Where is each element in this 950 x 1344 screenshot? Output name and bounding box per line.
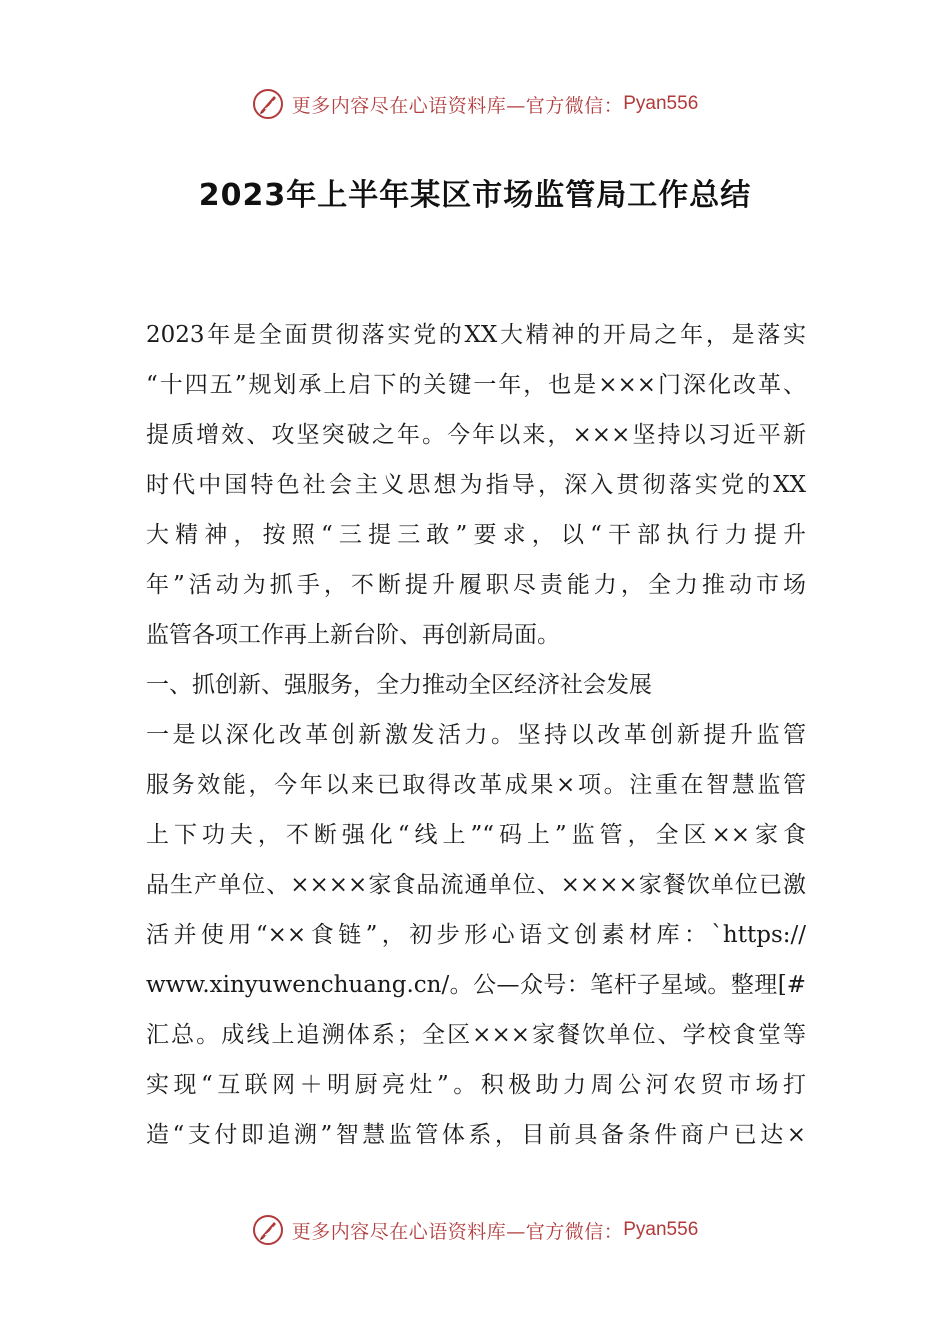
text-line: www.xinyuwenchuang.cn/。公—众号：笔杆子星域。整理[# bbox=[146, 972, 806, 998]
text-line: 一是以深化改革创新激发活力。坚持以改革创新提升监管 bbox=[146, 722, 806, 748]
banner-wechat-id: Pyan556 bbox=[623, 93, 699, 114]
section-heading: 一、抓创新、强服务，全力推动全区经济社会发展 bbox=[146, 672, 652, 698]
text-line: 汇总。成线上追溯体系；全区×××家餐饮单位、学校食堂等 bbox=[146, 1022, 806, 1048]
quill-logo-icon bbox=[252, 88, 284, 120]
text-line: 造“支付即追溯”智慧监管体系，目前具备条件商户已达× bbox=[146, 1122, 806, 1148]
banner-wechat-id: Pyan556 bbox=[623, 1219, 699, 1240]
quill-logo-icon bbox=[252, 1214, 284, 1246]
text-line: 提质增效、攻坚突破之年。今年以来，×××坚持以习近平新 bbox=[146, 422, 806, 448]
text-line: 活并使用“××食链”，初步形心语文创素材库：`https:// bbox=[146, 922, 806, 948]
text-line: 实现“互联网＋明厨亮灶”。积极助力周公河农贸市场打 bbox=[146, 1072, 806, 1098]
text-line: 2023年是全面贯彻落实党的XX大精神的开局之年，是落实 bbox=[146, 322, 806, 348]
text-line: 年”活动为抓手，不断提升履职尽责能力，全力推动市场 bbox=[146, 572, 806, 598]
header-banner bbox=[0, 82, 950, 126]
document-body bbox=[146, 312, 826, 1162]
banner-text: 更多内容尽在心语资料库—官方微信： bbox=[291, 94, 624, 117]
banner-text: 更多内容尽在心语资料库—官方微信： bbox=[291, 1220, 624, 1243]
footer-banner bbox=[0, 1208, 950, 1252]
text-line: 服务效能，今年以来已取得改革成果×项。注重在智慧监管 bbox=[146, 772, 806, 798]
page-title: 2023年上半年某区市场监管局工作总结 bbox=[198, 178, 752, 213]
text-line: 大精神，按照“三提三敢”要求，以“干部执行力提升 bbox=[146, 522, 806, 548]
text-line: 时代中国特色社会主义思想为指导，深入贯彻落实党的XX bbox=[146, 472, 806, 498]
text-line: “十四五”规划承上启下的关键一年，也是×××门深化改革、 bbox=[146, 372, 806, 398]
text-line: 监管各项工作再上新台阶、再创新局面。 bbox=[146, 622, 560, 648]
text-line: 品生产单位、××××家食品流通单位、××××家餐饮单位已激 bbox=[146, 872, 806, 898]
text-line: 上下功夫，不断强化“线上”“码上”监管，全区××家食 bbox=[146, 822, 806, 848]
